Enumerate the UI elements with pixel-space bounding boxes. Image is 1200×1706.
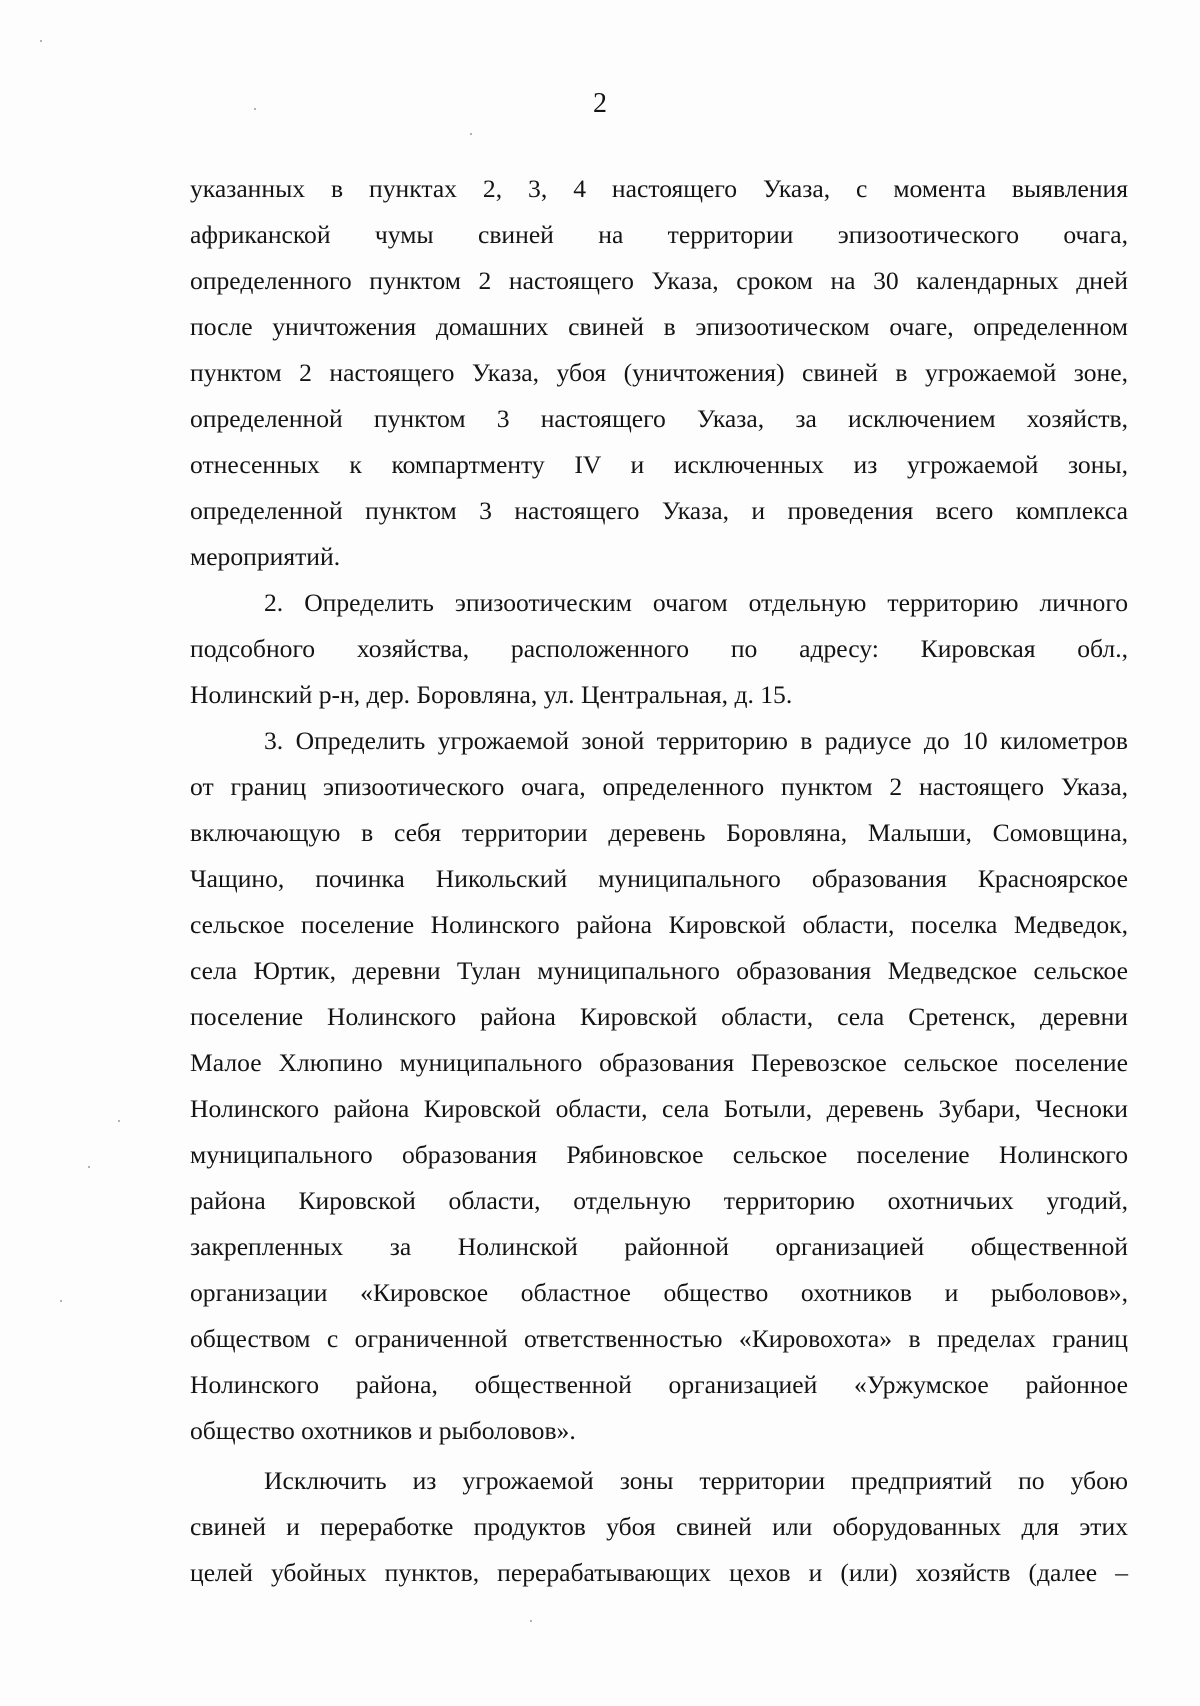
paragraph-item-2 bbox=[190, 580, 1128, 718]
text-line: определенной пунктом 3 настоящего Указа, и проведения всего комплекса bbox=[190, 496, 1128, 525]
text-line: от границ эпизоотического очага, определенного пунктом 2 настоящего Указа, bbox=[190, 772, 1128, 801]
text-line: Малое Хлюпино муниципального образования Перевозское сельское поселение bbox=[190, 1048, 1128, 1077]
paragraph-item-3 bbox=[190, 718, 1128, 1454]
scan-speck bbox=[118, 1120, 120, 1122]
text-line: подсобного хозяйства, расположенного по адресу: Кировская обл., bbox=[190, 634, 1128, 663]
scan-speck bbox=[60, 1300, 62, 1302]
text-line: организации «Кировское областное общество охотников и рыболовов», bbox=[190, 1278, 1128, 1307]
text-line: Нолинского района, общественной организацией «Уржумское районное bbox=[190, 1370, 1128, 1399]
document-body bbox=[190, 166, 1128, 1596]
text-line: сельское поселение Нолинского района Кировской области, поселка Медведок, bbox=[190, 910, 1128, 939]
text-line: целей убойных пунктов, перерабатывающих цехов и (или) хозяйств (далее – bbox=[190, 1558, 1128, 1587]
text-line: 3. Определить угрожаемой зоной территорию в радиусе до 10 километров bbox=[264, 726, 1128, 755]
scan-speck bbox=[88, 1166, 90, 1168]
text-line: мероприятий. bbox=[190, 542, 341, 571]
text-line: отнесенных к компартменту IV и исключенных из угрожаемой зоны, bbox=[190, 450, 1128, 479]
text-line: обществом с ограниченной ответственностью «Кировохота» в пределах границ bbox=[190, 1324, 1128, 1353]
scan-speck bbox=[530, 1620, 532, 1622]
text-line: пунктом 2 настоящего Указа, убоя (уничтожения) свиней в угрожаемой зоне, bbox=[190, 358, 1128, 387]
scan-speck bbox=[40, 40, 42, 42]
text-line: указанных в пунктах 2, 3, 4 настоящего Указа, с момента выявления bbox=[190, 174, 1128, 203]
text-line: определенной пунктом 3 настоящего Указа, за исключением хозяйств, bbox=[190, 404, 1128, 433]
text-line: включающую в себя территории деревень Боровляна, Малыши, Сомовщина, bbox=[190, 818, 1128, 847]
text-line: поселение Нолинского района Кировской области, села Сретенск, деревни bbox=[190, 1002, 1128, 1031]
text-line: муниципального образования Рябиновское сельское поселение Нолинского bbox=[190, 1140, 1128, 1169]
text-line: после уничтожения домашних свиней в эпизоотическом очаге, определенном bbox=[190, 312, 1128, 341]
text-line: африканской чумы свиней на территории эпизоотического очага, bbox=[190, 220, 1128, 249]
text-line: села Юртик, деревни Тулан муниципального образования Медведское сельское bbox=[190, 956, 1128, 985]
paragraph-continuation bbox=[190, 166, 1128, 580]
text-line: Нолинского района Кировской области, села Ботыли, деревень Зубари, Чесноки bbox=[190, 1094, 1128, 1123]
scan-speck bbox=[470, 133, 472, 135]
text-line: определенного пунктом 2 настоящего Указа, сроком на 30 календарных дней bbox=[190, 266, 1128, 295]
text-line: Исключить из угрожаемой зоны территории предприятий по убою bbox=[264, 1466, 1128, 1495]
text-line: района Кировской области, отдельную территорию охотничьих угодий, bbox=[190, 1186, 1128, 1215]
text-line: свиней и переработке продуктов убоя свиней или оборудованных для этих bbox=[190, 1512, 1128, 1541]
text-line: Нолинский р-н, дер. Боровляна, ул. Центральная, д. 15. bbox=[190, 680, 793, 709]
paragraph-exclude bbox=[190, 1458, 1128, 1596]
text-line: Чащино, починка Никольский муниципального образования Красноярское bbox=[190, 864, 1128, 893]
text-line: 2. Определить эпизоотическим очагом отдельную территорию личного bbox=[264, 588, 1128, 617]
text-line: закрепленных за Нолинской районной организацией общественной bbox=[190, 1232, 1128, 1261]
page-number: 2 bbox=[593, 88, 607, 119]
text-line: общество охотников и рыболовов». bbox=[190, 1416, 576, 1445]
